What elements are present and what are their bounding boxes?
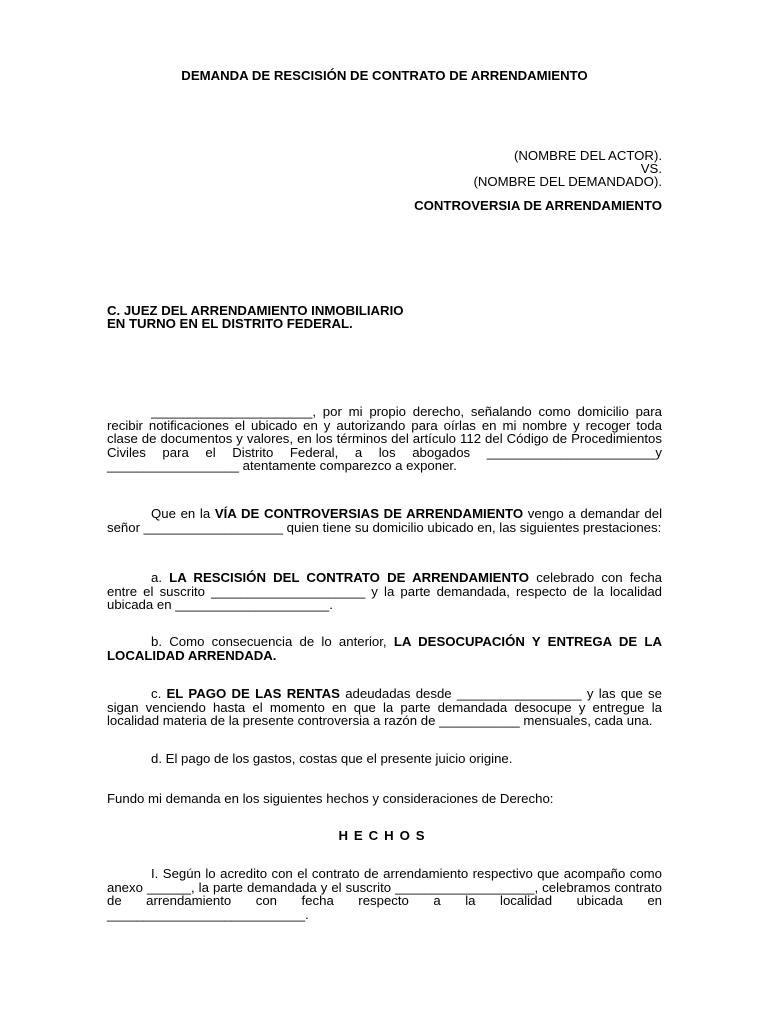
hecho-1-paragraph: I. Según lo acredito con el contrato de arrendamiento respectivo que acompaño como anexo ______, la parte demandada y el suscrito ___________________, celebramos contrato de arrendamiento con fecha respecto a la localidad ubicada en ___________________________. xyxy=(107,866,662,922)
item-d-paragraph: d. El pago de los gastos, costas que el presente juicio origine. xyxy=(151,751,513,766)
item-a-post: celebrado con fecha entre el suscrito _____________________ y la parte demandada, respecto de la localidad ubicada en _____________________. xyxy=(107,570,663,613)
case-type: CONTROVERSIA DE ARRENDAMIENTO xyxy=(414,198,662,213)
actor-name: (NOMBRE DEL ACTOR). xyxy=(513,148,662,163)
addressee-line-2: EN TURNO EN EL DISTRITO FEDERAL. xyxy=(107,316,353,331)
item-b-bold: LA DESOCUPACIÓN Y ENTREGA DE LA LOCALIDAD ARRENDADA. xyxy=(107,634,663,663)
item-c-pre: c. xyxy=(151,686,167,701)
document-title: DEMANDA DE RESCISIÓN DE CONTRATO DE ARRENDAMIENTO xyxy=(181,68,588,83)
item-c-paragraph xyxy=(107,687,662,728)
intro-paragraph: ______________________, por mi propio derecho, señalando como domicilio para recibir notificaciones el ubicado en y autorizando para oírlas en mi nombre y recoger toda clase de documentos y valores, en los términos del artículo 112 del Código de Procedimientos Civiles para el Distrito Federal, a los abogados _______________________y __________________ atentamente comparezco a exponer. xyxy=(107,404,662,474)
addressee-line-1: C. JUEZ DEL ARRENDAMIENTO INMOBILIARIO xyxy=(107,303,404,318)
via-post: vengo a demandar del señor ___________________ quien tiene su domicilio ubicado en, las siguientes prestaciones: xyxy=(107,506,662,535)
item-a-paragraph xyxy=(107,571,662,612)
via-paragraph xyxy=(107,507,662,534)
item-a-bold: LA RESCISIÓN DEL CONTRATO DE ARRENDAMIENTO xyxy=(169,570,530,585)
item-c-post: adeudadas desde _________________ y las que se sigan venciendo hasta el momento en que la parte demandada desocupe y entregue la localidad materia de la presente controversia a razón de ___________ mensuales, cada una. xyxy=(107,686,662,729)
via-bold: VÍA DE CONTROVERSIAS DE ARRENDAMIENTO xyxy=(214,506,524,521)
item-b-pre: b. Como consecuencia de lo anterior, xyxy=(151,634,394,649)
via-pre: Que en la xyxy=(151,506,215,521)
item-c-bold: EL PAGO DE LAS RENTAS xyxy=(166,686,340,701)
item-b-paragraph xyxy=(107,635,662,662)
hechos-heading: HECHOS xyxy=(338,828,431,843)
fundamento-paragraph: Fundo mi demanda en los siguientes hechos y consideraciones de Derecho: xyxy=(107,791,554,806)
versus-label: VS. xyxy=(640,161,662,176)
item-a-pre: a. xyxy=(151,570,170,585)
defendant-name: (NOMBRE DEL DEMANDADO). xyxy=(473,174,662,189)
